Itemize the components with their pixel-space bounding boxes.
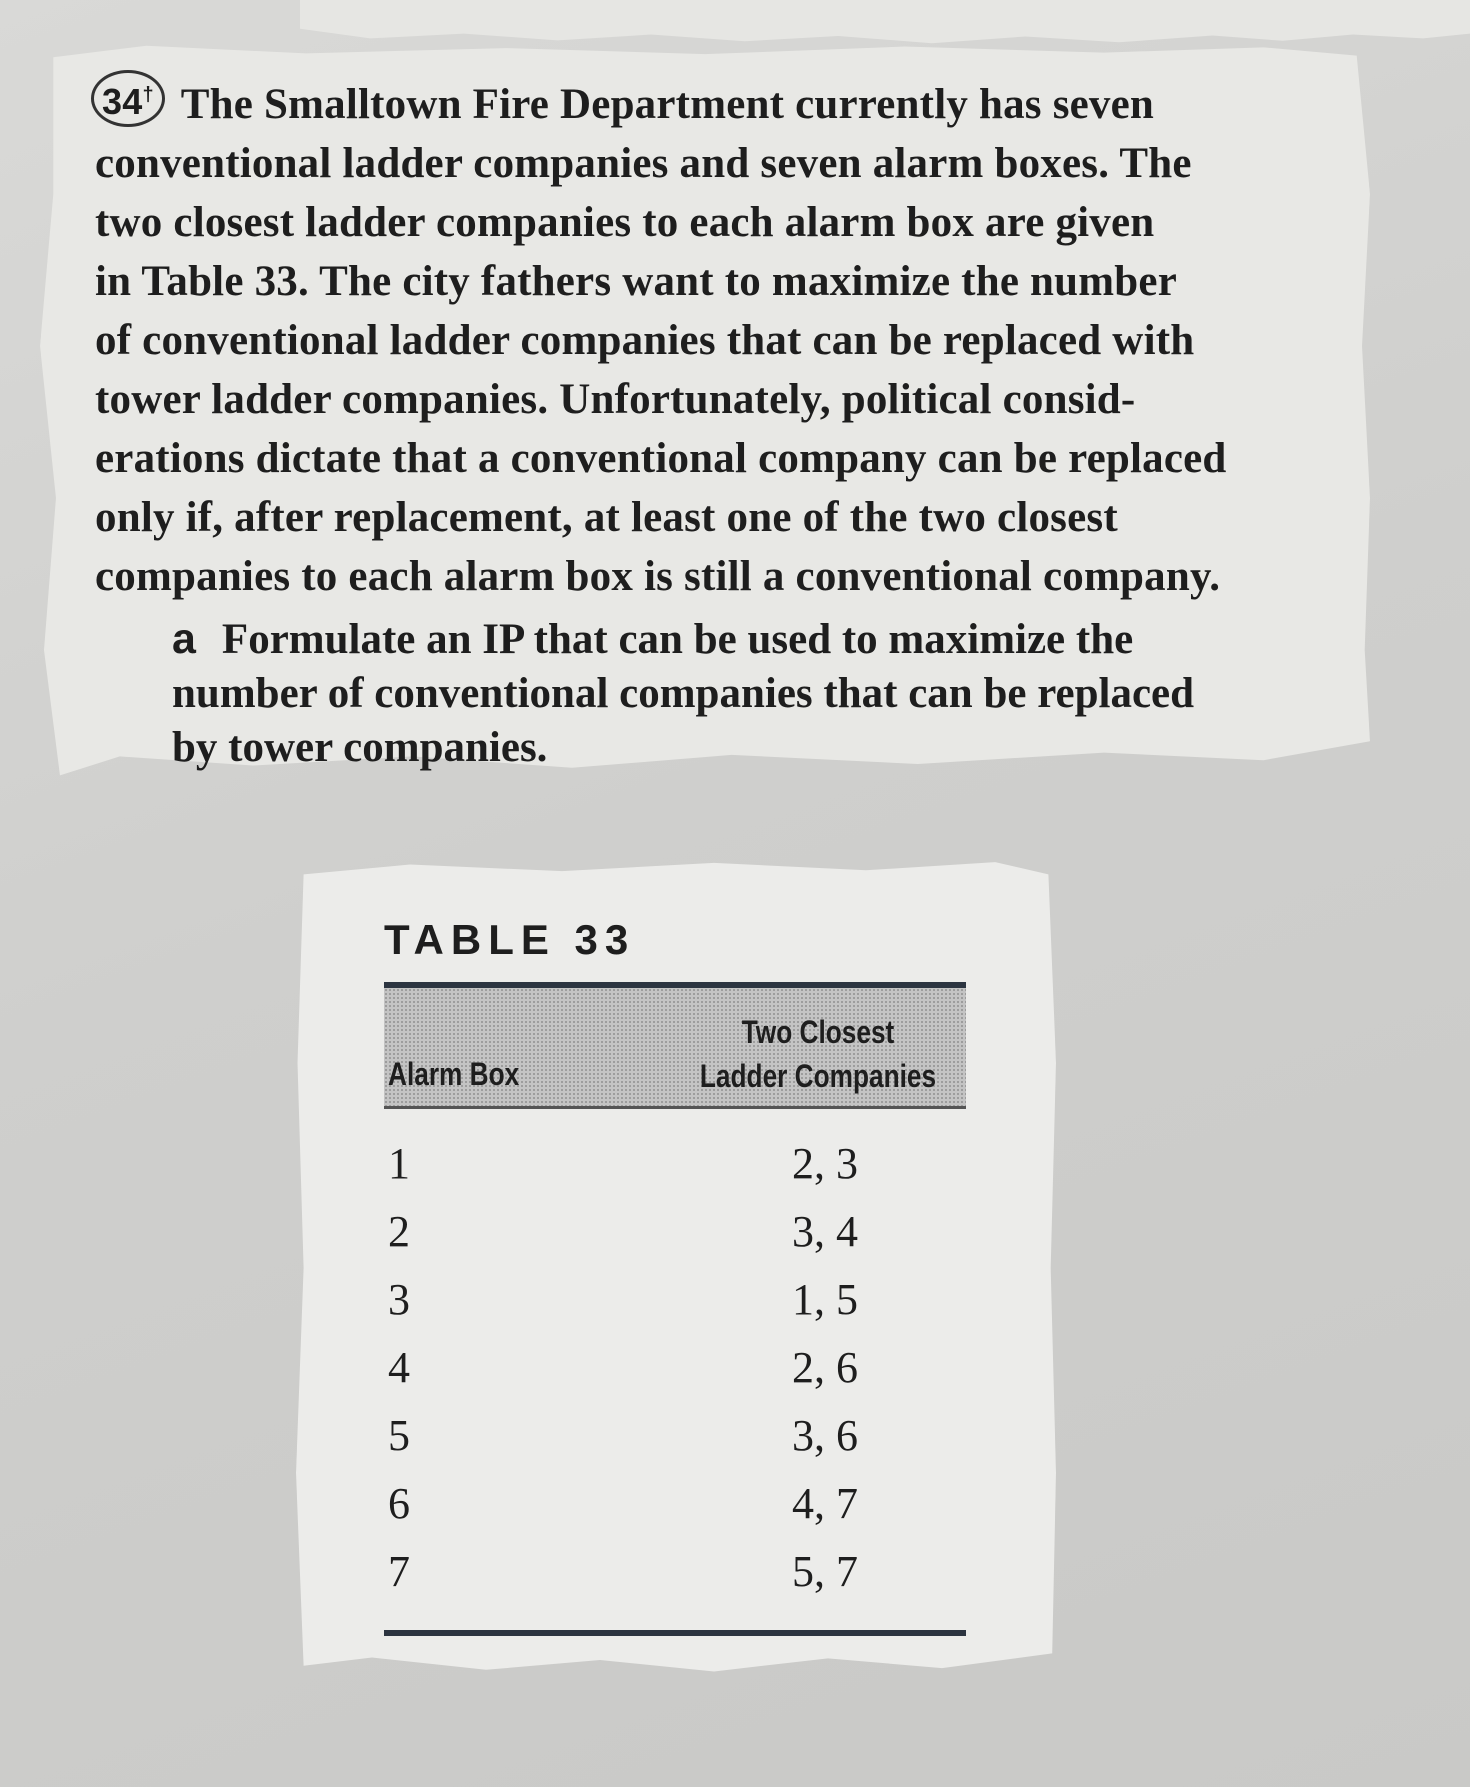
problem-line: in Table 33. The city fathers want to maximize the number — [95, 258, 1177, 305]
companies-cell: 1, 5 — [792, 1275, 858, 1324]
alarm-box-cell: 4 — [388, 1343, 410, 1392]
companies-cell: 5, 7 — [792, 1547, 858, 1596]
table-bottom-rule — [384, 1630, 966, 1636]
problem-line: companies to each alarm box is still a conventional company. — [95, 553, 1221, 600]
table-body — [384, 1136, 966, 1612]
alarm-box-cell: 5 — [388, 1411, 410, 1460]
companies-cell: 2, 6 — [792, 1343, 858, 1392]
companies-cell: 3, 6 — [792, 1411, 858, 1460]
problem-marker: † — [142, 84, 154, 106]
part-a — [172, 612, 1352, 775]
part-a-line: by tower companies. — [172, 724, 548, 771]
part-a-line — [172, 612, 1352, 667]
problem-number — [91, 70, 165, 127]
part-a-line: number of conventional companies that can be replaced — [172, 670, 1195, 717]
table-title: TABLE 33 — [384, 916, 636, 963]
companies-cell: 3, 4 — [792, 1207, 858, 1256]
problem-text — [95, 70, 1355, 606]
problem-line: conventional ladder companies and seven alarm boxes. The — [95, 140, 1192, 187]
alarm-box-cell: 2 — [388, 1207, 410, 1256]
problem-line-text: The Smalltown Fire Department currently has seven — [180, 81, 1155, 128]
problem-line: of conventional ladder companies that can be replaced with — [95, 317, 1195, 364]
alarm-box-cell: 1 — [388, 1139, 410, 1188]
alarm-box-cell: 7 — [388, 1547, 410, 1596]
companies-cell: 2, 3 — [792, 1139, 858, 1188]
table-row — [384, 1476, 966, 1544]
table-row — [384, 1340, 966, 1408]
part-a-line-text: Formulate an IP that can be used to maximize the — [221, 616, 1134, 663]
problem-line — [95, 70, 1355, 134]
problem-line: only if, after replacement, at least one of the two closest — [95, 494, 1118, 541]
table-row — [384, 1544, 966, 1612]
problem-number-value: 34 — [102, 81, 143, 122]
table-row — [384, 1272, 966, 1340]
header-two-closest — [695, 1010, 941, 1098]
header-two-closest-line1: Two Closest — [741, 1014, 895, 1050]
header-alarm-box: Alarm Box — [388, 1056, 520, 1092]
table-row — [384, 1136, 966, 1204]
problem-line: erations dictate that a conventional company can be replaced — [95, 435, 1227, 482]
problem-line: tower ladder companies. Unfortunately, political consid- — [95, 376, 1136, 423]
problem-line: two closest ladder companies to each alarm box are given — [95, 199, 1155, 246]
part-a-label: a — [172, 615, 196, 663]
table-row — [384, 1408, 966, 1476]
alarm-box-cell: 3 — [388, 1275, 410, 1324]
header-two-closest-line2: Ladder Companies — [699, 1058, 937, 1094]
torn-paper-strip — [300, 0, 1470, 48]
companies-cell: 4, 7 — [792, 1479, 858, 1528]
alarm-box-cell: 6 — [388, 1479, 410, 1528]
table-row — [384, 1204, 966, 1272]
